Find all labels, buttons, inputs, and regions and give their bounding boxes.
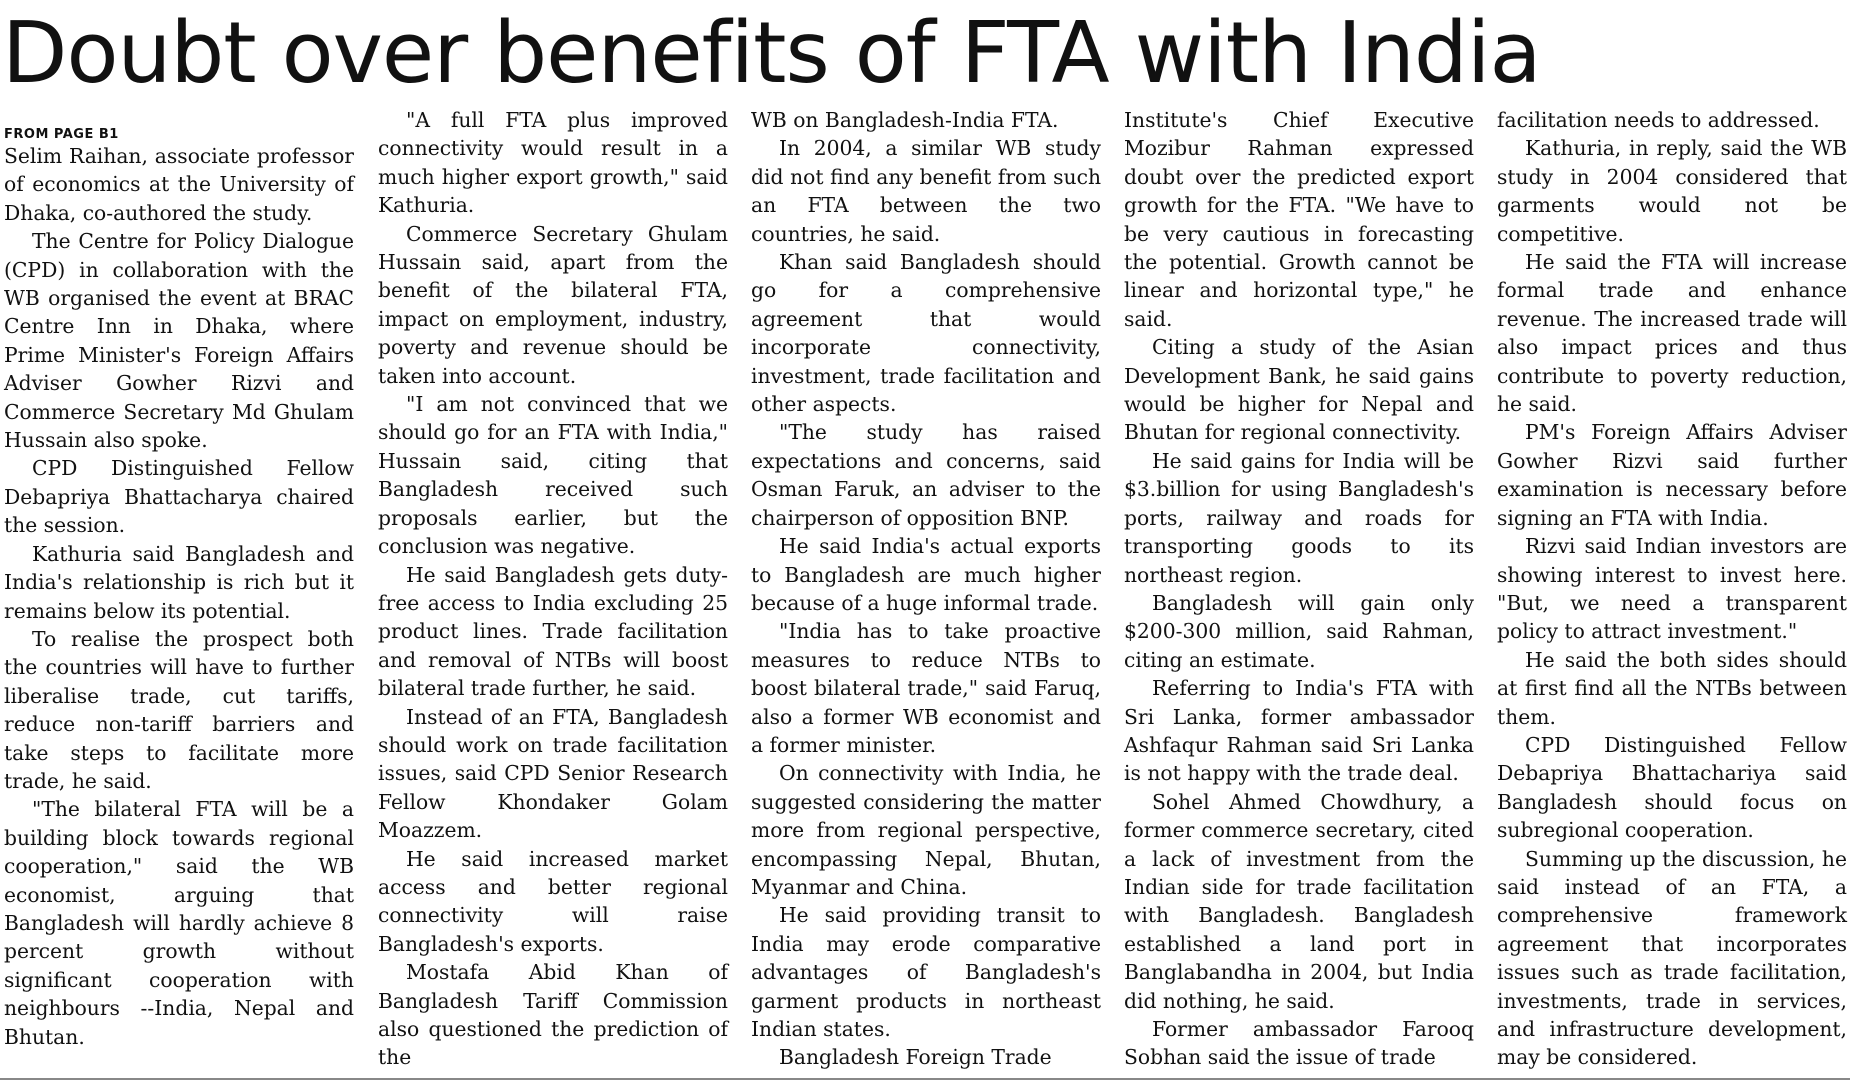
paragraph: Summing up the discussion, he said instead of an FTA, a comprehensive framework agreement that incorporates issues such as trade facilitation, investments, trade in services, and infrastructure development, may be considered.: [1497, 846, 1847, 1070]
paragraph: "A full FTA plus improved connectivity would result in a much higher export growth," said Kathuria.: [378, 108, 728, 218]
paragraph: Kathuria said Bangladesh and India's relationship is rich but it remains below its potential.: [4, 541, 354, 623]
paragraph: He said the both sides should at first find all the NTBs between them.: [1497, 647, 1847, 729]
headline: Doubt over benefits of FTA with India: [2, 4, 1541, 103]
paragraph: Mostafa Abid Khan of Bangladesh Tariff Commission also questioned the prediction of the: [378, 960, 728, 1070]
paragraph: PM's Foreign Affairs Adviser Gowher Rizvi said further examination is necessary before signing an FTA with India.: [1497, 420, 1847, 530]
paragraph: Citing a study of the Asian Development Bank, he said gains would be higher for Nepal and Bhutan for regional connectivity.: [1124, 335, 1474, 445]
paragraph: Kathuria, in reply, said the WB study in 2004 considered that garments would not be competitive.: [1497, 136, 1847, 246]
jump-label: FROM PAGE B1: [4, 127, 119, 142]
paragraph: Institute's Chief Executive Mozibur Rahman expressed doubt over the predicted export growth for the FTA. "We have to be very cautious in forecasting the potential. Growth cannot be linear and horizontal type," he said.: [1124, 108, 1474, 331]
article-column-1: [4, 128, 354, 1051]
paragraph: Commerce Secretary Ghulam Hussain said, apart from the benefit of the bilateral FTA, impact on employment, industry, poverty and revenue should be taken into account.: [378, 221, 728, 388]
paragraph: In 2004, a similar WB study did not find any benefit from such an FTA between the two countries, he said.: [751, 136, 1101, 246]
paragraph: "India has to take proactive measures to reduce NTBs to boost bilateral trade," said Faruq, also a former WB economist and a former minister.: [751, 619, 1101, 757]
paragraph: He said Bangladesh gets duty-free access to India excluding 25 product lines. Trade facilitation and removal of NTBs will boost bilateral trade further, he said.: [378, 562, 728, 701]
paragraph: He said India's actual exports to Bangladesh are much higher because of a huge informal trade.: [751, 534, 1101, 615]
paragraph: WB on Bangladesh-India FTA.: [751, 108, 1059, 132]
article-column-3: [751, 106, 1101, 1072]
paragraph: Bangladesh Foreign Trade: [779, 1045, 1052, 1070]
paragraph: He said increased market access and better regional connectivity will raise Bangladesh's exports.: [378, 846, 728, 956]
paragraph: Selim Raihan, associate professor of economics at the University of Dhaka, co-authored the study.: [4, 144, 354, 225]
paragraph: He said the FTA will increase formal trade and enhance revenue. The increased trade will also impact prices and thus contribute to poverty reduction, he said.: [1497, 250, 1847, 417]
paragraph: CPD Distinguished Fellow Debapriya Bhattacharya chaired the session.: [4, 456, 354, 538]
paragraph: He said providing transit to India may erode comparative advantages of Bangladesh's garment products in northeast Indian states.: [751, 903, 1101, 1041]
paragraph: "I am not convinced that we should go for an FTA with India," Hussain said, citing that Bangladesh received such proposals earlier, but the conclusion was negative.: [378, 392, 728, 559]
paragraph: Instead of an FTA, Bangladesh should work on trade facilitation issues, said CPD Senior Research Fellow Khondaker Golam Moazzem.: [378, 704, 728, 843]
paragraph: The Centre for Policy Dialogue (CPD) in collaboration with the WB organised the event at BRAC Centre Inn in Dhaka, where Prime Minister's Foreign Affairs Adviser Gowher Rizvi and Commerce Secretary Md Ghulam Hussain also spoke.: [4, 229, 354, 453]
paragraph: "The bilateral FTA will be a building block towards regional cooperation," said the WB economist, arguing that Bangladesh will hardly achieve 8 percent growth without significant cooperation with neighbours --India, Nepal and Bhutan.: [4, 797, 354, 1049]
article-column-5: [1497, 106, 1847, 1072]
article-column-4: [1124, 106, 1474, 1072]
paragraph: He said gains for India will be $3.billion for using Bangladesh's ports, railway and roads for transporting goods to its northeast region.: [1124, 448, 1474, 587]
paragraph: Bangladesh will gain only $200-300 million, said Rahman, citing an estimate.: [1124, 590, 1474, 672]
paragraph: Referring to India's FTA with Sri Lanka, former ambassador Ashfaqur Rahman said Sri Lanka is not happy with the trade deal.: [1124, 676, 1474, 786]
paragraph: facilitation needs to addressed.: [1497, 108, 1820, 132]
bottom-rule: [0, 1078, 1850, 1080]
paragraph: Sohel Ahmed Chowdhury, a former commerce secretary, cited a lack of investment from the Indian side for trade facilitation with Bangladesh. Bangladesh established a land port in Banglabandha in 2004, but India did nothing, he said.: [1124, 789, 1474, 1013]
paragraph: "The study has raised expectations and concerns, said Osman Faruk, an adviser to the chairperson of opposition BNP.: [751, 420, 1101, 530]
paragraph: Rizvi said Indian investors are showing interest to invest here. "But, we need a transparent policy to attract investment.": [1497, 534, 1847, 644]
paragraph: Former ambassador Farooq Sobhan said the issue of trade: [1124, 1017, 1474, 1070]
paragraph: On connectivity with India, he suggested considering the matter more from regional perspective, encompassing Nepal, Bhutan, Myanmar and China.: [751, 761, 1101, 899]
paragraph: Khan said Bangladesh should go for a comprehensive agreement that would incorporate connectivity, investment, trade facilitation and other aspects.: [751, 250, 1101, 417]
article-column-2: [378, 106, 728, 1072]
paragraph: To realise the prospect both the countries will have to further liberalise trade, cut tariffs, reduce non-tariff barriers and take steps to facilitate more trade, he said.: [4, 626, 354, 793]
paragraph: CPD Distinguished Fellow Debapriya Bhattachariya said Bangladesh should focus on subregional cooperation.: [1497, 732, 1847, 843]
